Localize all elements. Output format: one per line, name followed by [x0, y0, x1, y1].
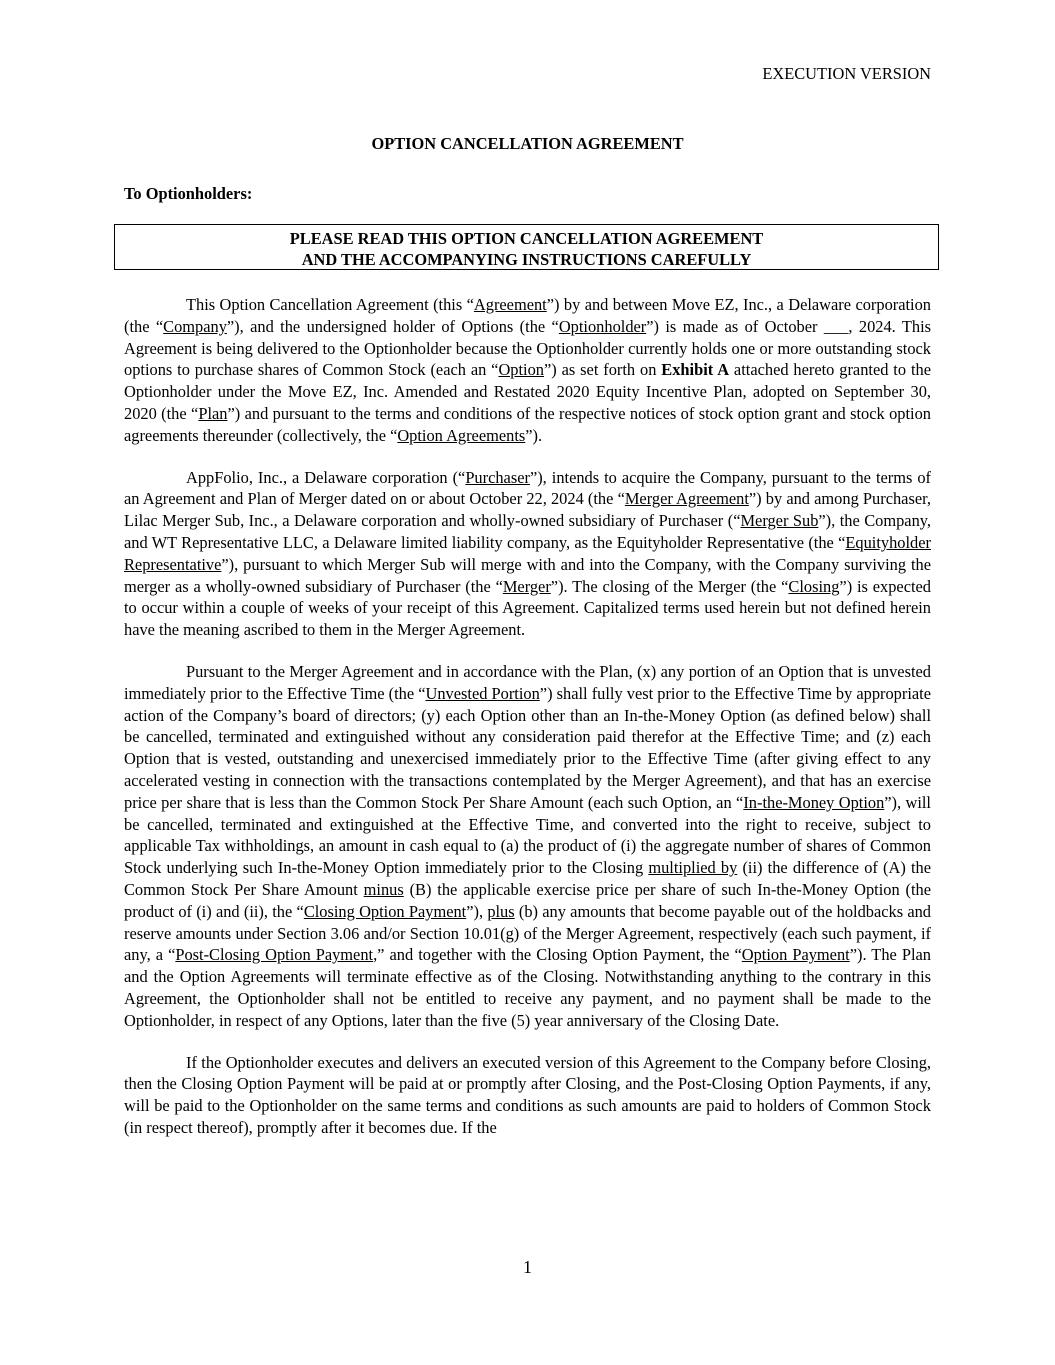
notice-line-1: PLEASE READ THIS OPTION CANCELLATION AGREEMENT [289, 229, 764, 248]
text-run: ”) by and between Move EZ, Inc., a Delaware corporation (the “ [124, 295, 931, 336]
salutation: To Optionholders: [124, 184, 253, 203]
defined-term: Option Payment [741, 945, 850, 965]
defined-term: Plan [198, 403, 228, 423]
text-run: ”), and the undersigned holder of Options (the “ [226, 316, 559, 336]
bold-term: Exhibit A [661, 360, 730, 380]
text-run: ”) and pursuant to the terms and conditions of the respective notices of stock option grant and stock option agreements thereunder (collectively, the “ [124, 403, 932, 445]
paragraph-intro [124, 294, 931, 447]
defined-term: minus [363, 879, 404, 899]
defined-term: Merger Agreement [624, 489, 749, 509]
text-run: ”) is made as of October ___, 2024. This Agreement is being delivered to the Optionholder because the Optionholder currently holds one or more outstanding stock options to purchase shares of Common Stock (each an “ [124, 316, 932, 380]
paragraph-payment-timing [124, 1052, 931, 1139]
defined-term: Post-Closing Option Payment [175, 945, 374, 965]
defined-term: Merger [502, 576, 551, 596]
text-run: ”). [525, 425, 543, 445]
defined-term: Agreement [473, 295, 547, 314]
defined-term: Option [498, 360, 544, 380]
defined-term: Merger Sub [740, 511, 819, 531]
text-run: ”), the Company, and WT Representative LLC, a Delaware limited liability company, as the Equityholder Representative (the “ [124, 511, 931, 552]
agreement-body [124, 294, 931, 1159]
defined-term: Closing Option Payment [303, 901, 467, 921]
text-run: ”) by and among Purchaser, Lilac Merger Sub, Inc., a Delaware corporation and wholly-owned subsidiary of Purchaser (“ [124, 489, 931, 531]
text-run: ”) is expected to occur within a couple of weeks of your receipt of this Agreement. Capitalized terms used herein but not defined herein have the meaning ascribed to them in the Merger Agreement. [124, 576, 932, 640]
defined-term: plus [487, 901, 515, 921]
defined-term: In-the-Money Option [743, 792, 885, 812]
notice-line-2: AND THE ACCOMPANYING INSTRUCTIONS CAREFULLY [301, 250, 752, 269]
text-run: ”), pursuant to which Merger Sub will merge with and into the Company, with the Company surviving the merger as a wholly-owned subsidiary of Purchaser (the “ [124, 554, 931, 596]
defined-term: multiplied by [648, 858, 738, 878]
text-run: If the Optionholder executes and delivers an executed version of this Agreement to the Company before Closing, then the Closing Option Payment will be paid at or promptly after Closing, and the Post-Closing Option Payments, if any, will be paid to the Optionholder on the same terms and conditions as such amounts are paid to holders of Common Stock (in respect thereof), promptly after it becomes due. If the [124, 1052, 931, 1137]
defined-term: Purchaser [465, 467, 530, 487]
text-run: ”), will be cancelled, terminated and extinguished at the Effective Time, and converted into the right to receive, subject to applicable Tax withholdings, an amount in cash equal to (a) the product of (i) the aggregate number of shares of Common Stock underlying such In-the-Money Option immediately prior to the Closing [124, 792, 931, 878]
text-run: ,” and together with the Closing Option Payment, the “ [373, 945, 742, 965]
text-run: (b) any amounts that become payable out of the holdbacks and reserve amounts under Section 3.06 and/or Section 10.01(g) of the Merger Agreement, respectively (each such payment, if any, a “ [124, 901, 931, 965]
notice-box [114, 224, 939, 270]
defined-term: Company [163, 316, 227, 336]
paragraph-merger [124, 467, 931, 641]
defined-term: Option Agreements [397, 425, 526, 445]
text-run: ”). The Plan and the Option Agreements will terminate effective as of the Closing. Notwithstanding anything to the contrary in this Agreement, the Optionholder shall not be entitled to receive any payment, and no payment shall be made to the Optionholder, in respect of any Options, later than the five (5) year anniversary of the Closing Date. [124, 945, 931, 1030]
paragraph-option-treatment [124, 661, 931, 1032]
text-run: ”), intends to acquire the Company, pursuant to the terms of an Agreement and Plan of Merger dated on or about October 22, 2024 (the “ [124, 467, 931, 509]
text-run: ”), [466, 901, 488, 921]
page-number: 1 [523, 1257, 532, 1277]
execution-version-label: EXECUTION VERSION [762, 64, 931, 83]
text-run: This Option Cancellation Agreement (this “ [186, 295, 474, 314]
defined-term: Unvested Portion [425, 683, 540, 703]
text-run: ”) shall fully vest prior to the Effective Time by appropriate action of the Company’s board of directors; (y) each Option other than an In-the-Money Option (as defined below) shall be cancelled, terminated and extinguished without any consideration paid therefor at the Effective Time; and (z) each Option that is vested, outstanding and unexercised immediately prior to the Effective Time (after giving effect to any accelerated vesting in connection with the transactions contemplated by the Merger Agreement), and that has an exercise price per share that is less than the Common Stock Per Share Amount (each such Option, an “ [124, 683, 931, 812]
text-run: AppFolio, Inc., a Delaware corporation (“ [186, 467, 466, 487]
text-run: (B) the applicable exercise price per share of such In-the-Money Option (the product of (i) and (ii), the “ [124, 879, 931, 921]
text-run: ”) as set forth on [544, 360, 662, 380]
defined-term: Optionholder [558, 316, 647, 336]
document-title: OPTION CANCELLATION AGREEMENT [371, 134, 684, 153]
defined-term: Closing [788, 576, 840, 596]
text-run: ”). The closing of the Merger (the “ [550, 576, 789, 596]
defined-term: Equityholder Representative [124, 532, 931, 574]
text-run: Pursuant to the Merger Agreement and in accordance with the Plan, (x) any portion of an Option that is unvested immediately prior to the Effective Time (the “ [124, 661, 931, 703]
text-run: (ii) the difference of (A) the Common Stock Per Share Amount [124, 858, 931, 899]
text-run: attached hereto granted to the Optionholder under the Move EZ, Inc. Amended and Restated 2020 Equity Incentive Plan, adopted on September 30, 2020 (the “ [124, 360, 931, 423]
